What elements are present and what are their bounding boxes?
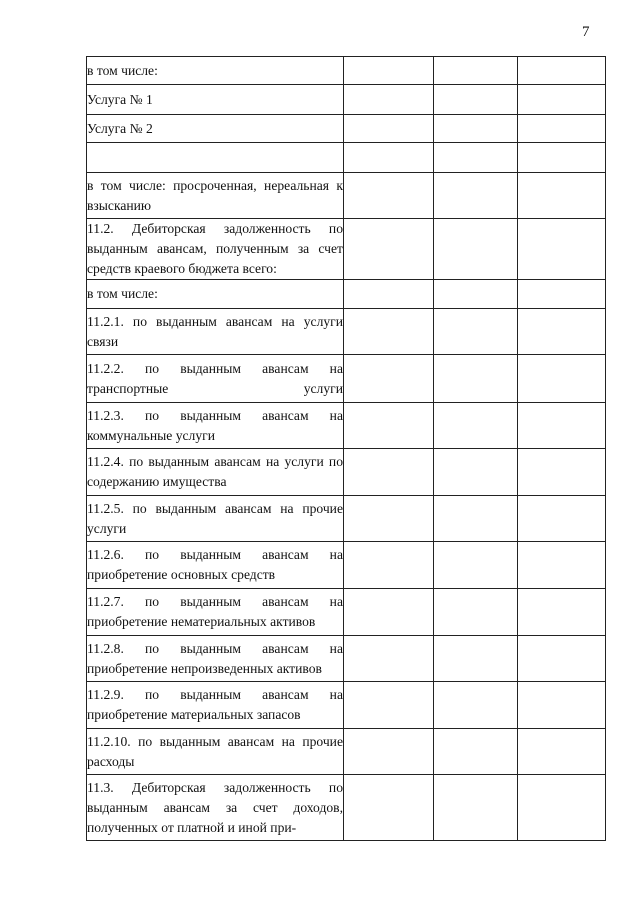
table-row	[87, 115, 606, 143]
value-cell	[518, 85, 606, 115]
table-row	[87, 589, 606, 636]
table-row	[87, 542, 606, 589]
table-row	[87, 143, 606, 173]
value-cell	[344, 309, 434, 355]
value-cell	[434, 173, 518, 219]
value-cell	[434, 682, 518, 729]
row-label: 11.2.9. по выданным авансам на приобретение материальных запасов	[87, 687, 343, 722]
row-label-cell	[87, 280, 344, 309]
value-cell	[518, 729, 606, 775]
value-cell	[518, 115, 606, 143]
value-cell	[434, 403, 518, 449]
row-label-cell	[87, 682, 344, 729]
row-label-cell	[87, 775, 344, 841]
value-cell	[344, 85, 434, 115]
value-cell	[344, 173, 434, 219]
row-label: в том числе:	[87, 62, 158, 78]
table-row	[87, 449, 606, 496]
value-cell	[344, 355, 434, 403]
value-cell	[344, 143, 434, 173]
row-label-cell	[87, 403, 344, 449]
value-cell	[344, 542, 434, 589]
row-label: 11.2.6. по выданным авансам на приобретение основных средств	[87, 547, 343, 582]
row-label-cell	[87, 355, 344, 403]
table-row	[87, 57, 606, 85]
row-label-cell	[87, 309, 344, 355]
table-row	[87, 636, 606, 682]
table-row	[87, 729, 606, 775]
value-cell	[344, 403, 434, 449]
row-label: 11.2.1. по выданным авансам на услуги связи	[87, 313, 343, 349]
value-cell	[344, 729, 434, 775]
table-row	[87, 280, 606, 309]
receivables-table	[86, 56, 606, 841]
value-cell	[434, 309, 518, 355]
value-cell	[518, 636, 606, 682]
row-label-cell	[87, 636, 344, 682]
value-cell	[434, 775, 518, 841]
value-cell	[518, 280, 606, 309]
value-cell	[434, 280, 518, 309]
row-label: в том числе: просроченная, нереальная к взысканию	[87, 177, 343, 213]
row-label-cell	[87, 449, 344, 496]
value-cell	[518, 309, 606, 355]
value-cell	[434, 636, 518, 682]
value-cell	[344, 589, 434, 636]
value-cell	[434, 85, 518, 115]
value-cell	[344, 775, 434, 841]
value-cell	[518, 496, 606, 542]
row-label: 11.2.5. по выданным авансам на прочие услуги	[87, 500, 343, 536]
value-cell	[344, 682, 434, 729]
value-cell	[344, 449, 434, 496]
value-cell	[434, 219, 518, 280]
row-label: 11.2.10. по выданным авансам на прочие расходы	[87, 733, 343, 769]
row-label-cell	[87, 173, 344, 219]
row-label: 11.2.2. по выданным авансам на транспортные услуги	[87, 360, 343, 396]
value-cell	[344, 636, 434, 682]
table-row	[87, 355, 606, 403]
table-row	[87, 496, 606, 542]
row-label-cell	[87, 542, 344, 589]
value-cell	[344, 219, 434, 280]
value-cell	[434, 355, 518, 403]
row-label-cell	[87, 115, 344, 143]
value-cell	[518, 57, 606, 85]
value-cell	[434, 729, 518, 775]
row-label: 11.2.4. по выданным авансам на услуги по содержанию имущества	[87, 454, 343, 489]
row-label-cell	[87, 219, 344, 280]
row-label-cell	[87, 85, 344, 115]
value-cell	[344, 115, 434, 143]
row-label-cell	[87, 143, 344, 173]
value-cell	[518, 173, 606, 219]
row-label: 11.2.7. по выданным авансам на приобретение нематериальных активов	[87, 594, 343, 629]
row-label: Услуга № 2	[87, 120, 153, 136]
value-cell	[518, 682, 606, 729]
table-row	[87, 775, 606, 841]
value-cell	[344, 57, 434, 85]
table-row	[87, 682, 606, 729]
row-label-cell	[87, 589, 344, 636]
value-cell	[344, 496, 434, 542]
value-cell	[434, 589, 518, 636]
table-row	[87, 173, 606, 219]
table-row	[87, 85, 606, 115]
value-cell	[434, 496, 518, 542]
row-label: в том числе:	[87, 286, 158, 301]
row-label: 11.2.3. по выданным авансам на коммунальные услуги	[87, 407, 343, 443]
value-cell	[518, 403, 606, 449]
table-body	[87, 57, 606, 841]
value-cell	[434, 542, 518, 589]
row-label: 11.2. Дебиторская задолженность по выданным авансам, полученным за счет средств краевого бюджета всего:	[87, 221, 343, 276]
table-row	[87, 219, 606, 280]
row-label: Услуга № 1	[87, 91, 153, 107]
value-cell	[518, 775, 606, 841]
value-cell	[434, 57, 518, 85]
row-label-cell	[87, 729, 344, 775]
row-label-cell	[87, 496, 344, 542]
value-cell	[518, 355, 606, 403]
value-cell	[518, 449, 606, 496]
value-cell	[434, 115, 518, 143]
row-label: 11.3. Дебиторская задолженность по выданным авансам за счет доходов, полученных от платной и иной при-	[87, 779, 343, 835]
row-label-cell	[87, 57, 344, 85]
value-cell	[434, 143, 518, 173]
value-cell	[434, 449, 518, 496]
value-cell	[518, 542, 606, 589]
page-number: 7	[582, 24, 590, 40]
value-cell	[518, 219, 606, 280]
table-row	[87, 309, 606, 355]
value-cell	[344, 280, 434, 309]
value-cell	[518, 143, 606, 173]
table-row	[87, 403, 606, 449]
row-label: 11.2.8. по выданным авансам на приобретение непроизведенных активов	[87, 640, 343, 676]
value-cell	[518, 589, 606, 636]
